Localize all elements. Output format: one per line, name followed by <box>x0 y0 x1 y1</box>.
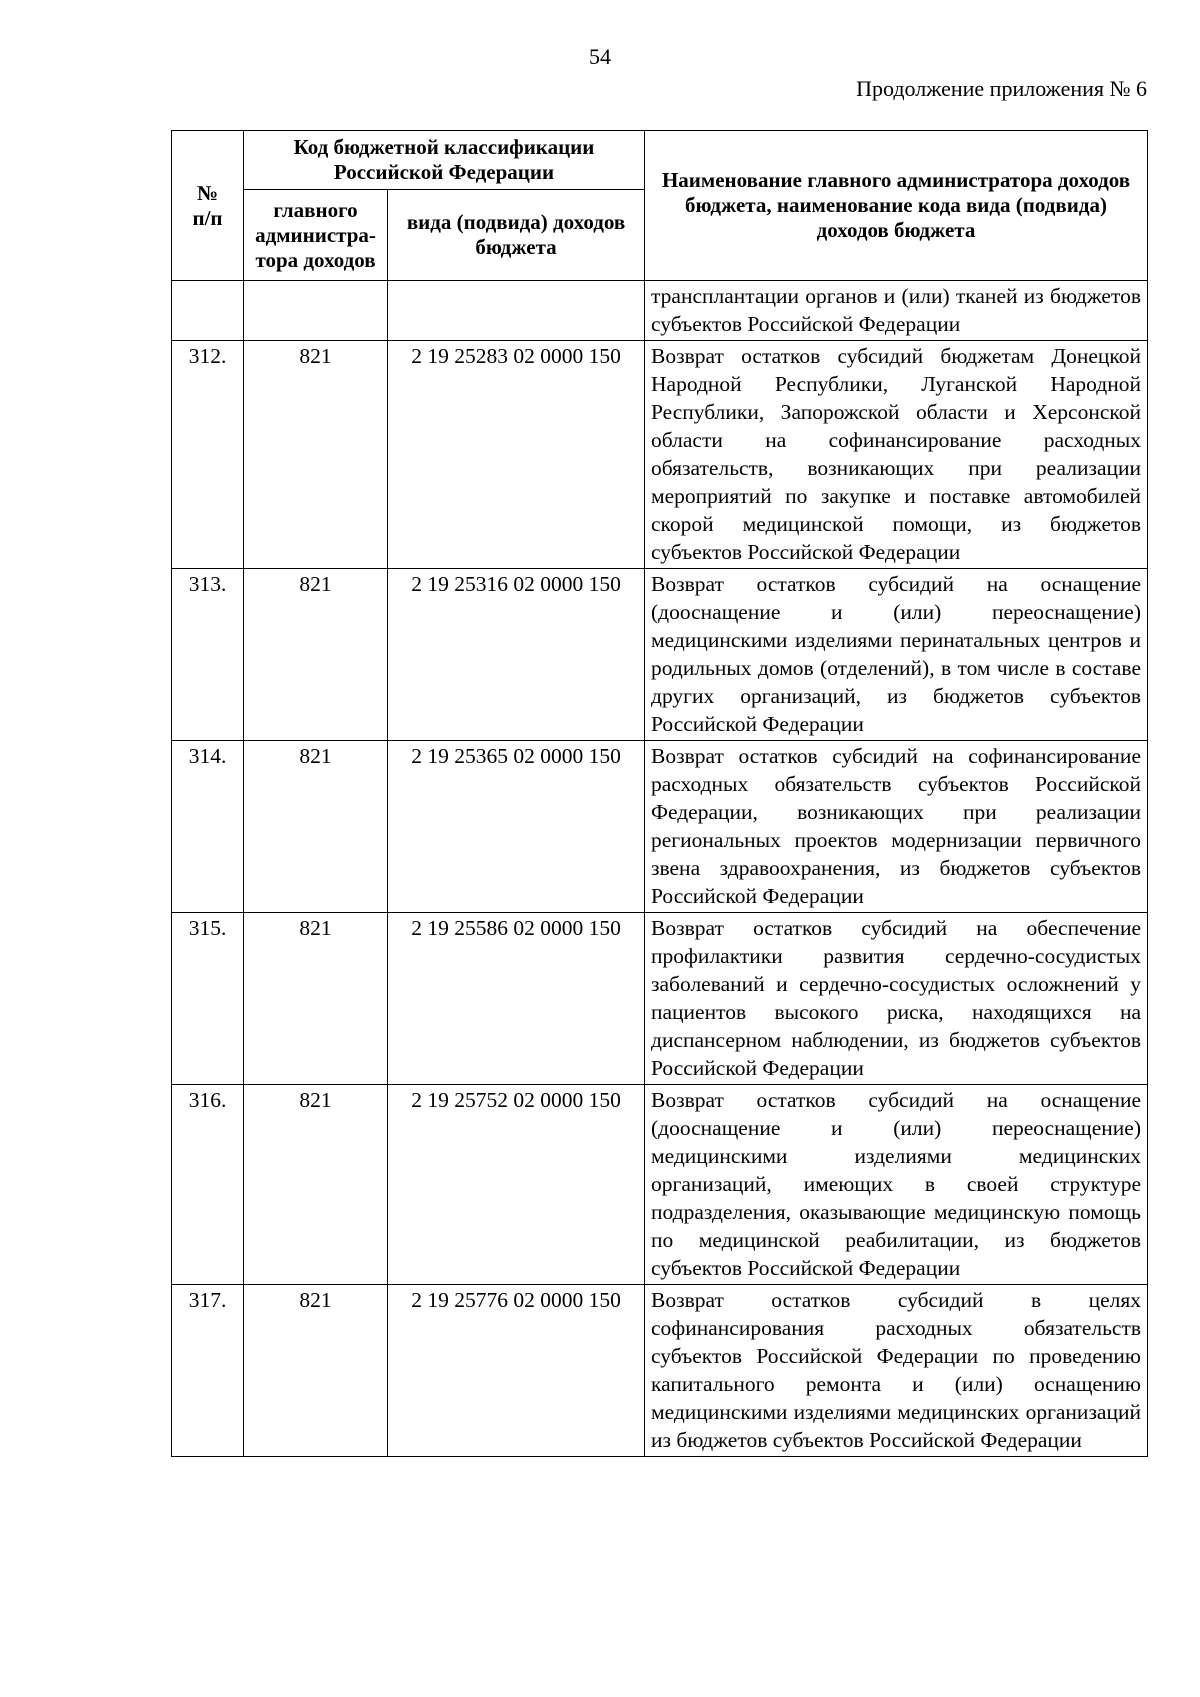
row-number-cell: 313. <box>172 569 244 741</box>
revenue-code-cell: 2 19 25776 02 0000 150 <box>388 1285 645 1457</box>
table-row <box>172 913 1148 1085</box>
table-row <box>172 341 1148 569</box>
table-row <box>172 1085 1148 1285</box>
header-row-number: № п/п <box>172 131 244 281</box>
table-row <box>172 741 1148 913</box>
administrator-code-cell: 821 <box>244 1085 388 1285</box>
description-cell: Возврат остатков субсидий на оснащение (дооснащение и (или) переоснащение) медицинскими изделиями перинатальных центров и родильных домов (отделений), в том числе в составе других организаций, из бюджетов субъектов Российской Федерации <box>645 569 1148 741</box>
row-number-cell: 314. <box>172 741 244 913</box>
revenue-code-cell: 2 19 25283 02 0000 150 <box>388 341 645 569</box>
row-number-cell: 317. <box>172 1285 244 1457</box>
header-budget-code-group: Код бюджетной классификации Российской Федерации <box>244 131 645 190</box>
table-row <box>172 569 1148 741</box>
description-cell: Возврат остатков субсидий на софинансирование расходных обязательств субъектов Российской Федерации, возникающих при реализации региональных проектов модернизации первичного звена здравоохранения, из бюджетов субъектов Российской Федерации <box>645 741 1148 913</box>
description-cell: Возврат остатков субсидий в целях софинансирования расходных обязательств субъектов Российской Федерации по проведению капитального ремонта и (или) оснащению медицинскими изделиями медицинских организаций из бюджетов субъектов Российской Федерации <box>645 1285 1148 1457</box>
table-row <box>172 281 1148 341</box>
administrator-code-cell: 821 <box>244 569 388 741</box>
page-number: 54 <box>589 44 611 69</box>
header-revenue-type-code: вида (подвида) доходов бюджета <box>388 190 645 281</box>
row-number-cell: 312. <box>172 341 244 569</box>
row-number-cell: 316. <box>172 1085 244 1285</box>
budget-classification-table <box>171 130 1148 1457</box>
table-row <box>172 1285 1148 1457</box>
description-cell: Возврат остатков субсидий бюджетам Донецкой Народной Республики, Луганской Народной Республики, Запорожской области и Херсонской области на софинансирование расходных обязательств, возникающих при реализации мероприятий по закупке и поставке автомобилей скорой медицинской помощи, из бюджетов субъектов Российской Федерации <box>645 341 1148 569</box>
description-cell: трансплантации органов и (или) тканей из бюджетов субъектов Российской Федерации <box>645 281 1148 341</box>
administrator-code-cell: 821 <box>244 741 388 913</box>
revenue-code-cell: 2 19 25586 02 0000 150 <box>388 913 645 1085</box>
revenue-code-cell: 2 19 25365 02 0000 150 <box>388 741 645 913</box>
administrator-code-cell <box>244 281 388 341</box>
revenue-code-cell <box>388 281 645 341</box>
appendix-continuation-label: Продолжение приложения № 6 <box>856 76 1147 101</box>
administrator-code-cell: 821 <box>244 341 388 569</box>
administrator-code-cell: 821 <box>244 913 388 1085</box>
header-administrator-name: Наименование главного администратора доходов бюджета, наименование кода вида (подвида) доходов бюджета <box>645 131 1148 281</box>
description-cell: Возврат остатков субсидий на оснащение (дооснащение и (или) переоснащение) медицинскими изделиями медицинских организаций, имеющих в своей структуре подразделения, оказывающие медицинскую помощь по медицинской реабилитации, из бюджетов субъектов Российской Федерации <box>645 1085 1148 1285</box>
administrator-code-cell: 821 <box>244 1285 388 1457</box>
revenue-code-cell: 2 19 25316 02 0000 150 <box>388 569 645 741</box>
row-number-cell: 315. <box>172 913 244 1085</box>
description-cell: Возврат остатков субсидий на обеспечение профилактики развития сердечно-сосудистых заболеваний и сердечно-сосудистых осложнений у пациентов высокого риска, находящихся на диспансерном наблюдении, из бюджетов субъектов Российской Федерации <box>645 913 1148 1085</box>
revenue-code-cell: 2 19 25752 02 0000 150 <box>388 1085 645 1285</box>
row-number-cell <box>172 281 244 341</box>
header-administrator-code: главного администра-тора доходов <box>244 190 388 281</box>
